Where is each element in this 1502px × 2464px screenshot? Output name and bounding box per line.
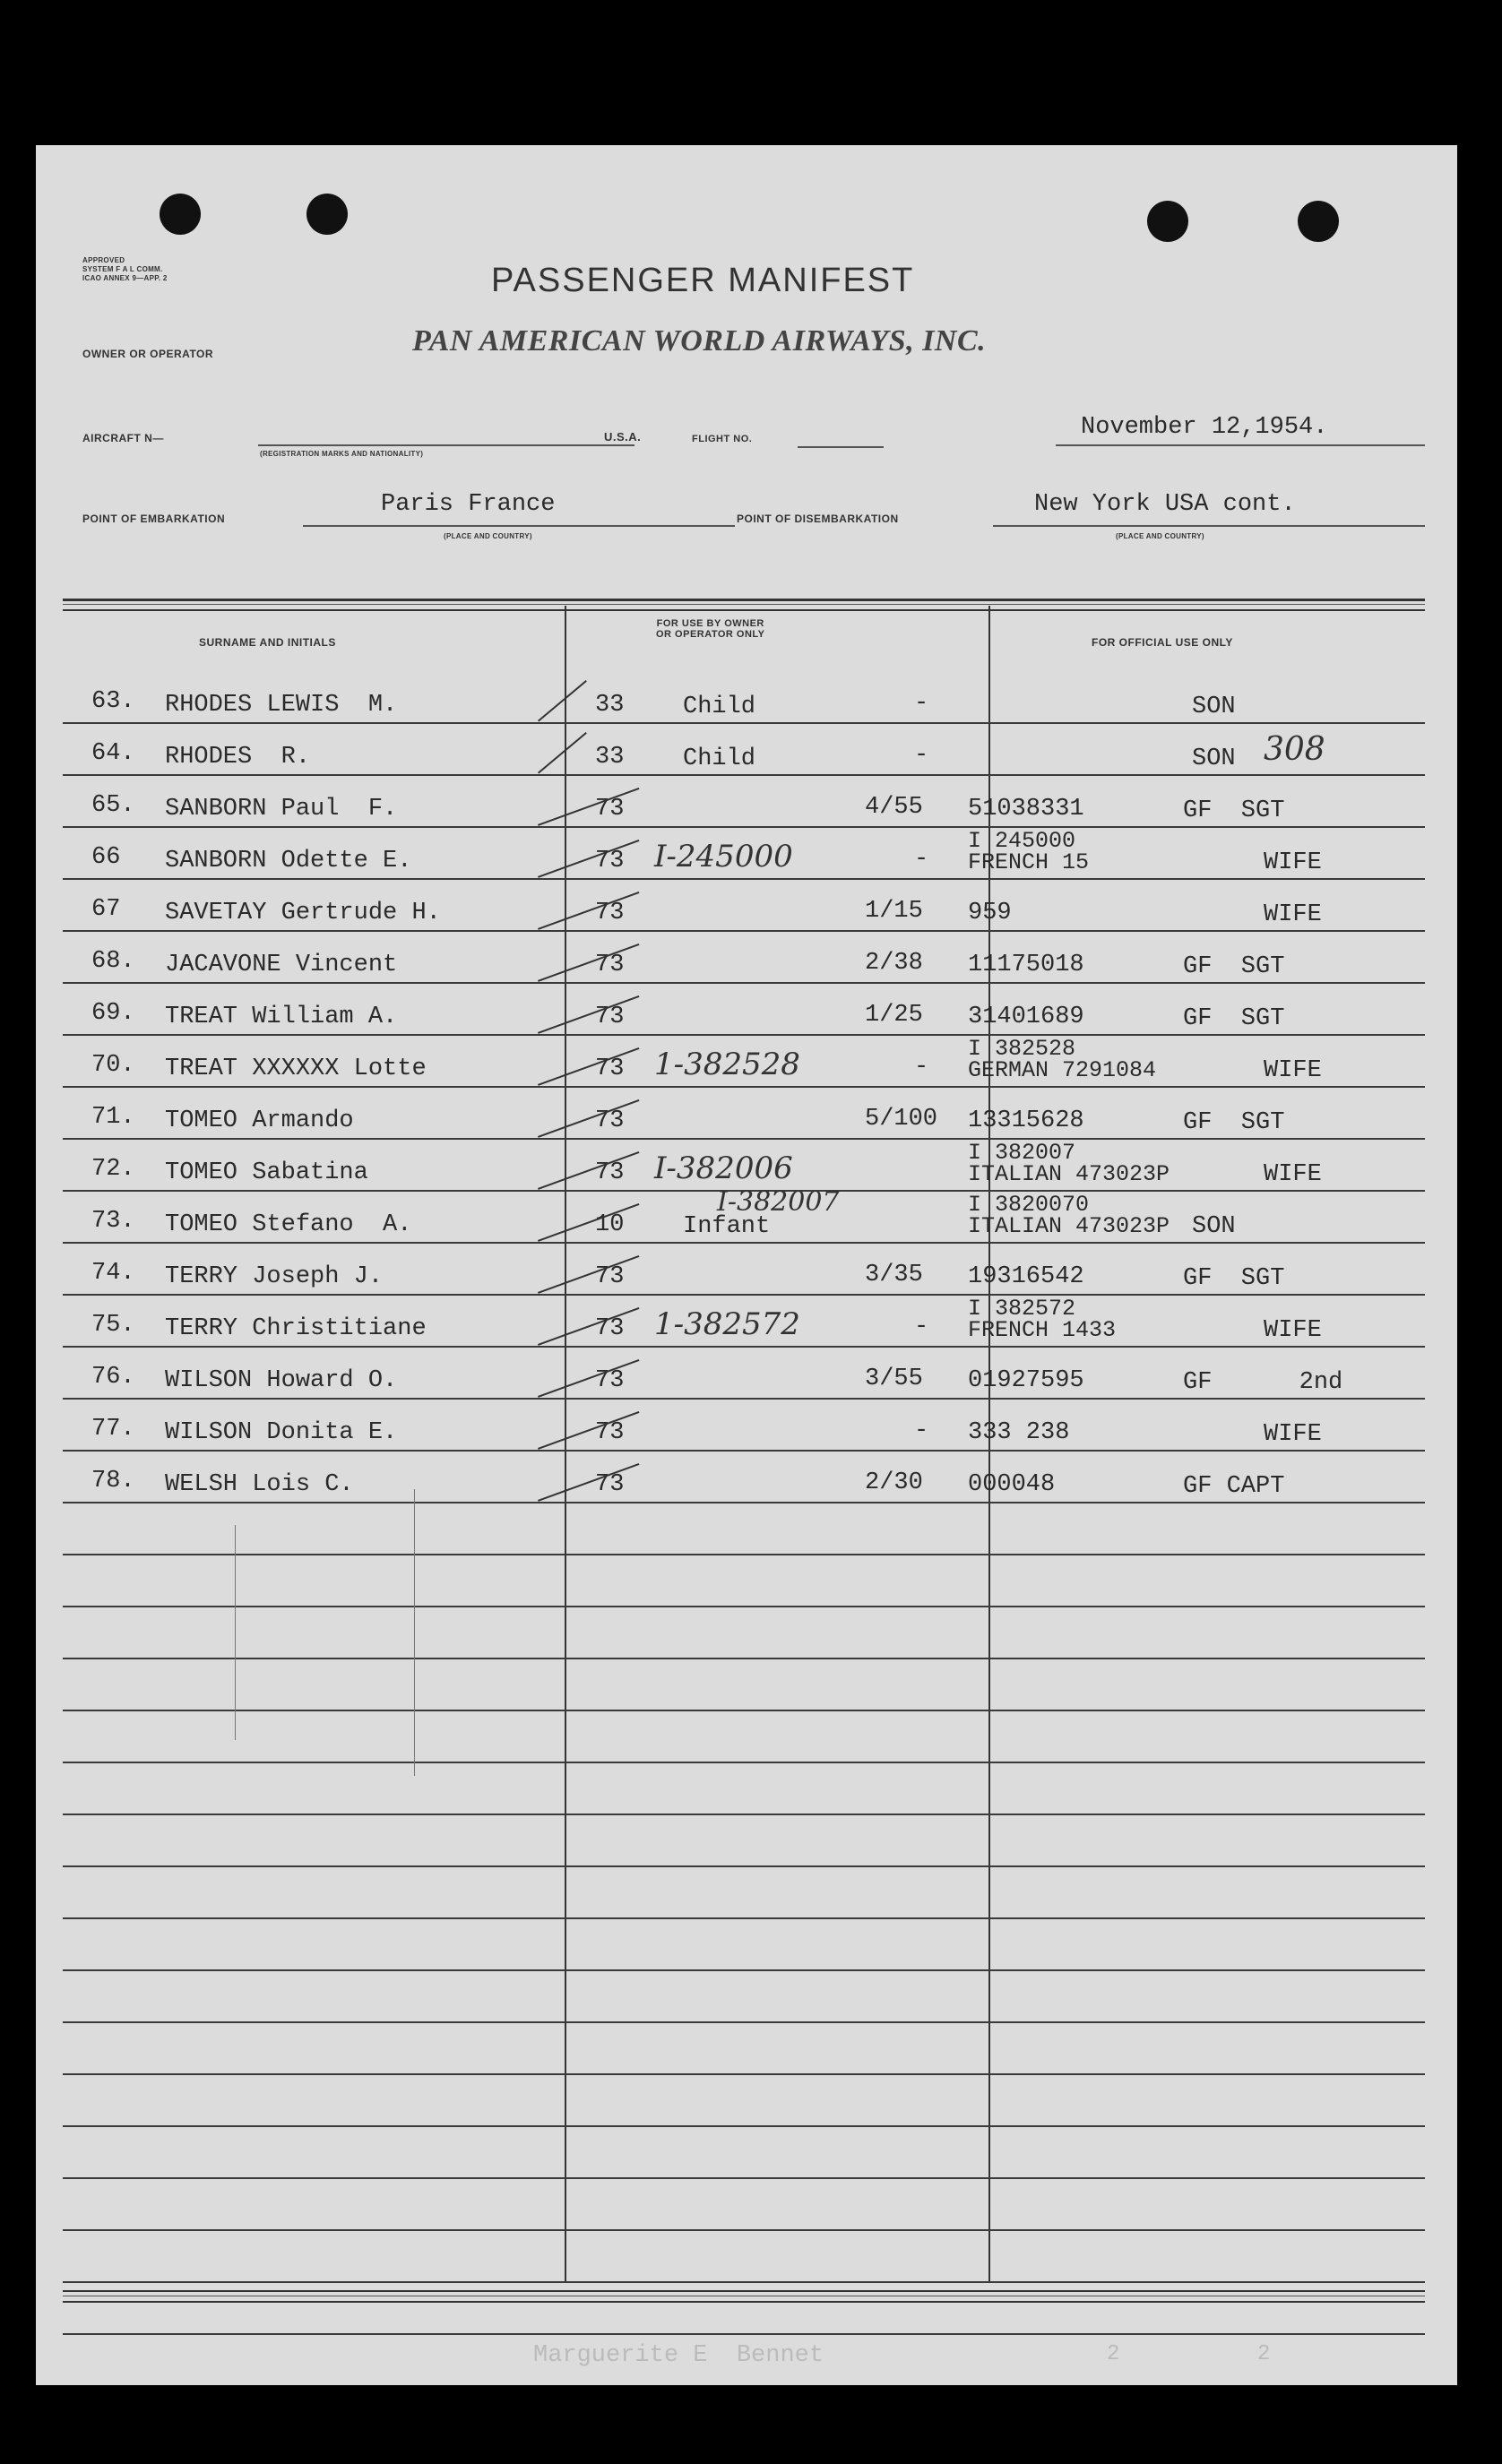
relationship: WIFE xyxy=(1264,1161,1322,1188)
table-row xyxy=(36,891,1457,943)
document-id: I 245000 xyxy=(968,828,1076,854)
row-number: 63. xyxy=(91,688,135,715)
age-code: 73 xyxy=(595,1107,625,1134)
row-number: 76. xyxy=(91,1364,135,1391)
row-number: 78. xyxy=(91,1468,135,1495)
document-id: I 3820070 xyxy=(968,1192,1090,1218)
passenger-name: TREAT XXXXXX Lotte xyxy=(165,1055,427,1082)
table-row xyxy=(36,731,1457,787)
disembarkation-label: POINT OF DISEMBARKATION xyxy=(737,513,899,525)
punch-hole-top-right-2 xyxy=(1298,201,1339,242)
table-top-rule-2 xyxy=(63,604,1425,605)
service-number: 51038331 xyxy=(968,796,1084,823)
passenger-name: TREAT William A. xyxy=(165,1004,398,1030)
manifest-sheet xyxy=(36,145,1457,2385)
check-mark xyxy=(538,892,639,930)
entry-date: - xyxy=(914,1417,929,1444)
date-underline xyxy=(1056,444,1425,446)
table-row xyxy=(36,787,1457,839)
age-code: 73 xyxy=(595,900,625,926)
row-number: 75. xyxy=(91,1312,135,1339)
relationship: GF SGT xyxy=(1183,953,1285,980)
embarkation-place-hint: (PLACE AND COUNTRY) xyxy=(444,532,532,540)
embarkation-label: POINT OF EMBARKATION xyxy=(82,513,226,525)
usa-label: U.S.A. xyxy=(604,430,642,444)
punch-hole-top-left xyxy=(160,194,201,235)
service-number: 000048 xyxy=(968,1471,1056,1498)
disembarkation-place-hint: (PLACE AND COUNTRY) xyxy=(1116,532,1204,540)
row-rule xyxy=(63,2229,1425,2231)
passenger-type: Infant xyxy=(683,1213,771,1240)
document-id: I 382007 xyxy=(968,1140,1076,1166)
pencil-mark-right xyxy=(414,1489,415,1776)
entry-date: - xyxy=(914,690,929,717)
table-row xyxy=(36,1254,1457,1306)
handwritten-annotation: I-382007 xyxy=(717,1186,840,1218)
age-code: 73 xyxy=(595,1004,625,1030)
registration-hint: (REGISTRATION MARKS AND NATIONALITY) xyxy=(260,450,424,458)
relationship: GF CAPT xyxy=(1183,1473,1285,1500)
passenger-name: TOMEO Armando xyxy=(165,1107,354,1134)
row-number: 73. xyxy=(91,1208,135,1235)
nationality-passport: FRENCH 15 xyxy=(968,849,1090,875)
embarkation-value: Paris France xyxy=(381,491,556,518)
row-rule xyxy=(63,2125,1425,2127)
age-code: 73 xyxy=(595,1263,625,1290)
row-number: 77. xyxy=(91,1416,135,1443)
passenger-name: WILSON Howard O. xyxy=(165,1367,398,1394)
check-mark xyxy=(538,1151,639,1190)
disembarkation-underline xyxy=(993,525,1425,527)
relationship: WIFE xyxy=(1264,1317,1322,1344)
row-number: 66 xyxy=(91,844,121,871)
check-mark xyxy=(538,1359,639,1398)
relationship: WIFE xyxy=(1264,849,1322,876)
table-row xyxy=(36,995,1457,1047)
check-mark xyxy=(538,1099,639,1138)
age-code: 73 xyxy=(595,1055,625,1082)
check-mark xyxy=(538,1047,639,1086)
passenger-name: TERRY Christitiane xyxy=(165,1315,427,1342)
table-row xyxy=(36,683,1457,735)
check-mark xyxy=(538,680,587,722)
relationship: SON xyxy=(1192,1213,1236,1240)
entry-date: - xyxy=(914,1314,929,1340)
table-row xyxy=(36,1036,1457,1098)
document-id: I 382572 xyxy=(968,1296,1076,1322)
service-number: 11175018 xyxy=(968,952,1084,978)
age-code: 10 xyxy=(595,1211,625,1238)
age-code: 73 xyxy=(595,1315,625,1342)
row-rule xyxy=(63,1554,1425,1555)
table-row xyxy=(36,1462,1457,1514)
row-rule xyxy=(63,2333,1425,2335)
approval-block: APPROVED SYSTEM F A L COMM. ICAO ANNEX 9—APP. 2 xyxy=(82,256,168,282)
passenger-name: TOMEO Sabatina xyxy=(165,1159,368,1186)
manifest-date: November 12,1954. xyxy=(1081,414,1328,441)
company-name: PAN AMERICAN WORLD AIRWAYS, INC. xyxy=(412,324,987,358)
service-number: 13315628 xyxy=(968,1107,1084,1134)
table-row xyxy=(36,1410,1457,1462)
table-row xyxy=(36,943,1457,995)
service-number: 333 238 xyxy=(968,1419,1070,1446)
row-number: 65. xyxy=(91,792,135,819)
relationship: GF SGT xyxy=(1183,797,1285,824)
row-rule xyxy=(63,2177,1425,2179)
table-row xyxy=(36,1358,1457,1410)
disembarkation-value: New York USA cont. xyxy=(1034,491,1296,518)
row-rule xyxy=(63,1917,1425,1919)
passenger-name: RHODES R. xyxy=(165,744,311,771)
row-number: 74. xyxy=(91,1260,135,1287)
age-code: 73 xyxy=(595,1159,625,1186)
column-header-owner-use: FOR USE BY OWNER OR OPERATOR ONLY xyxy=(656,618,765,640)
entry-date: 5/100 xyxy=(865,1106,938,1133)
passenger-name: WILSON Donita E. xyxy=(165,1419,398,1446)
table-row xyxy=(36,828,1457,891)
table-row xyxy=(36,1186,1457,1254)
passenger-name: SANBORN Paul F. xyxy=(165,796,398,823)
row-number: 70. xyxy=(91,1052,135,1079)
passenger-type: Child xyxy=(683,694,756,720)
service-number: 01927595 xyxy=(968,1367,1084,1394)
nationality-passport: ITALIAN 473023P xyxy=(968,1161,1170,1187)
row-rule xyxy=(63,2021,1425,2023)
passenger-name: JACAVONE Vincent xyxy=(165,952,398,978)
table-row xyxy=(36,1098,1457,1150)
entry-date: 2/30 xyxy=(865,1469,923,1496)
row-rule xyxy=(63,1658,1425,1659)
table-bottom-rule-3 xyxy=(63,2301,1425,2303)
relationship: WIFE xyxy=(1264,1057,1322,1084)
pencil-mark-left xyxy=(235,1525,236,1740)
age-code: 73 xyxy=(595,1471,625,1498)
row-rule xyxy=(63,1762,1425,1763)
service-number: 19316542 xyxy=(968,1263,1084,1290)
passenger-type: I-382006 xyxy=(654,1150,793,1186)
check-mark xyxy=(538,1463,639,1502)
entry-date: 4/55 xyxy=(865,794,923,821)
relationship: SON xyxy=(1192,694,1236,720)
entry-date: 2/38 xyxy=(865,950,923,977)
punch-hole-top-left-2 xyxy=(306,194,348,235)
check-mark xyxy=(538,1203,639,1242)
footer-partial-text: Marguerite E Bennet xyxy=(533,2342,824,2369)
flight-label: FLIGHT NO. xyxy=(692,434,753,444)
row-number: 72. xyxy=(91,1156,135,1183)
check-mark xyxy=(538,1307,639,1346)
service-number: 31401689 xyxy=(968,1004,1084,1030)
age-code: 73 xyxy=(595,1367,625,1394)
column-header-official-use: FOR OFFICIAL USE ONLY xyxy=(1092,636,1233,649)
passenger-name: WELSH Lois C. xyxy=(165,1471,354,1498)
relationship: WIFE xyxy=(1264,1421,1322,1448)
passenger-type: Child xyxy=(683,745,756,772)
age-code: 73 xyxy=(595,1419,625,1446)
check-mark xyxy=(538,995,639,1034)
nationality-passport: GERMAN 7291084 xyxy=(968,1057,1157,1083)
column-header-surname: SURNAME AND INITIALS xyxy=(199,636,336,649)
age-code: 73 xyxy=(595,796,625,823)
row-rule xyxy=(63,1710,1425,1711)
check-mark xyxy=(538,788,639,826)
row-rule xyxy=(63,1969,1425,1971)
check-mark xyxy=(538,732,587,774)
table-bottom-rule-1 xyxy=(63,2290,1425,2292)
age-code: 73 xyxy=(595,952,625,978)
passenger-name: RHODES LEWIS M. xyxy=(165,692,398,719)
row-number: 64. xyxy=(91,740,135,767)
passenger-name: TOMEO Stefano A. xyxy=(165,1211,412,1238)
entry-date: - xyxy=(914,846,929,873)
row-number: 67 xyxy=(91,896,121,923)
age-code: 33 xyxy=(595,692,625,719)
relationship: GF 2nd xyxy=(1183,1369,1343,1396)
entry-date: 1/15 xyxy=(865,898,923,925)
relationship: GF SGT xyxy=(1183,1265,1285,1292)
entry-date: - xyxy=(914,742,929,769)
owner-label: OWNER OR OPERATOR xyxy=(82,348,214,360)
passenger-name: SAVETAY Gertrude H. xyxy=(165,900,441,926)
row-number: 69. xyxy=(91,1000,135,1027)
row-rule xyxy=(63,2281,1425,2283)
nationality-passport: FRENCH 1433 xyxy=(968,1317,1117,1343)
check-mark xyxy=(538,1411,639,1450)
embarkation-underline xyxy=(303,525,735,527)
aircraft-underline xyxy=(258,444,634,446)
age-code: 73 xyxy=(595,848,625,874)
passenger-type: I-245000 xyxy=(654,839,793,874)
entry-date: - xyxy=(914,1054,929,1081)
row-rule xyxy=(63,1606,1425,1607)
footer-mark-1: 2 xyxy=(1107,2342,1120,2366)
row-rule xyxy=(63,1865,1425,1867)
passenger-name: SANBORN Odette E. xyxy=(165,848,412,874)
check-mark xyxy=(538,840,639,878)
entry-date: 3/35 xyxy=(865,1262,923,1288)
entry-date: 3/55 xyxy=(865,1366,923,1392)
check-mark xyxy=(538,1255,639,1294)
relationship: SON xyxy=(1192,745,1236,772)
document-id: I 382528 xyxy=(968,1036,1076,1062)
punch-hole-top-right xyxy=(1147,201,1188,242)
handwritten-annotation: 308 xyxy=(1264,731,1325,768)
age-code: 33 xyxy=(595,744,625,771)
passenger-type: 1-382572 xyxy=(654,1306,800,1342)
aircraft-label: AIRCRAFT N— xyxy=(82,432,164,444)
row-number: 71. xyxy=(91,1104,135,1131)
relationship: GF SGT xyxy=(1183,1005,1285,1032)
table-top-rule-3 xyxy=(63,609,1425,611)
relationship: WIFE xyxy=(1264,901,1322,928)
row-rule xyxy=(63,1814,1425,1815)
service-number: 959 xyxy=(968,900,1012,926)
row-rule xyxy=(63,2073,1425,2075)
check-mark xyxy=(538,943,639,982)
table-row xyxy=(36,1296,1457,1358)
passenger-type: 1-382528 xyxy=(654,1047,800,1082)
passenger-name: TERRY Joseph J. xyxy=(165,1263,384,1290)
nationality-passport: ITALIAN 473023P xyxy=(968,1213,1170,1239)
relationship: GF SGT xyxy=(1183,1109,1285,1136)
flight-underline xyxy=(798,446,884,448)
table-top-rule-1 xyxy=(63,599,1425,601)
document-title: PASSENGER MANIFEST xyxy=(491,262,915,299)
footer-mark-2: 2 xyxy=(1257,2342,1271,2366)
row-number: 68. xyxy=(91,948,135,975)
entry-date: 1/25 xyxy=(865,1002,923,1029)
